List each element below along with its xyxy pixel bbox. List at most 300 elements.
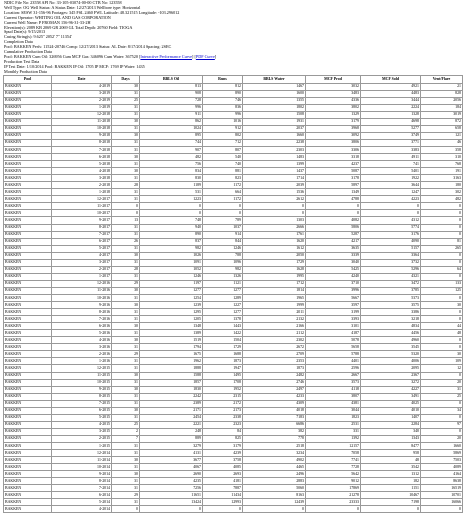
table-cell: 2132 xyxy=(243,316,306,323)
table-cell: 7-2016 xyxy=(52,316,112,323)
table-cell: 23333 xyxy=(306,499,361,506)
table-cell: 25 xyxy=(112,421,140,428)
table-cell: 4217 xyxy=(306,238,361,245)
table-cell: 64 xyxy=(421,266,463,273)
table-cell: 1947 xyxy=(203,365,243,372)
table-cell: 30 xyxy=(112,386,140,393)
table-cell: 0 xyxy=(140,203,203,210)
table-row xyxy=(4,485,463,492)
table-cell: 1422 xyxy=(203,330,243,337)
table-cell: 0 xyxy=(421,400,463,407)
table-cell: 0 xyxy=(421,252,463,259)
table-cell: 2518 xyxy=(243,442,306,449)
table-cell: BAKKEN xyxy=(4,97,52,104)
table-cell: 3163 xyxy=(421,175,463,182)
table-cell: BAKKEN xyxy=(4,252,52,259)
table-cell: 2050 xyxy=(243,252,306,259)
table-cell: 31 xyxy=(112,196,140,203)
table-row xyxy=(4,435,463,442)
table-cell: 8-2017 xyxy=(52,224,112,231)
table-cell: 382 xyxy=(243,428,306,435)
table-cell: 1254 xyxy=(140,295,203,302)
table-cell: 1096 xyxy=(203,259,243,266)
table-cell: 3318 xyxy=(306,154,361,161)
table-cell: 31 xyxy=(112,442,140,449)
table-cell: 10467 xyxy=(361,492,421,499)
table-cell: BAKKEN xyxy=(4,337,52,344)
table-cell: 3644 xyxy=(361,182,421,189)
table-cell: BAKKEN xyxy=(4,83,52,90)
table-cell: 11-2015 xyxy=(52,372,112,379)
table-cell: 310 xyxy=(421,154,463,161)
table-cell: 4788 xyxy=(306,196,361,203)
table-row xyxy=(4,90,463,97)
table-cell: 31 xyxy=(112,414,140,421)
table-cell: 1729 xyxy=(243,259,306,266)
table-cell: 531 xyxy=(140,189,203,196)
col-bbls-water: BBLS Water xyxy=(243,75,306,83)
table-cell: 2-2018 xyxy=(52,182,112,189)
table-cell: 180 xyxy=(421,182,463,189)
table-cell: 0 xyxy=(421,316,463,323)
table-cell: 996 xyxy=(203,111,243,118)
table-cell: 1392 xyxy=(306,435,361,442)
table-cell: 0 xyxy=(203,210,243,217)
table-cell: BAKKEN xyxy=(4,118,52,125)
table-cell: 5-2018 xyxy=(52,161,112,168)
table-cell: BAKKEN xyxy=(4,506,52,513)
table-cell: 823 xyxy=(203,175,243,182)
table-cell: 1688 xyxy=(203,351,243,358)
table-row xyxy=(4,372,463,379)
table-cell: 17869 xyxy=(306,485,361,492)
table-cell: 20 xyxy=(421,379,463,386)
file-line: NDIC File No: 23558 API No: 33-105-03074-00-00 CTB No: 123558 xyxy=(4,0,122,5)
table-cell: 3732 xyxy=(361,259,421,266)
table-cell: 25 xyxy=(421,393,463,400)
table-cell: 5277 xyxy=(361,125,421,132)
table-cell: 0 xyxy=(112,210,140,217)
table-cell: 482 xyxy=(421,196,463,203)
table-cell: 2-2017 xyxy=(52,266,112,273)
table-cell: 30 xyxy=(112,168,140,175)
table-cell: BAKKEN xyxy=(4,365,52,372)
table-cell: 1277 xyxy=(140,287,203,294)
table-cell: 2367 xyxy=(361,372,421,379)
table-row xyxy=(4,147,463,154)
table-row xyxy=(4,231,463,238)
table-cell: BAKKEN xyxy=(4,435,52,442)
table-cell: 3-2015 xyxy=(52,428,112,435)
table-cell: 2482 xyxy=(243,372,306,379)
table-cell: 31 xyxy=(112,259,140,266)
table-cell: 4-2017 xyxy=(52,252,112,259)
table-cell: 802 xyxy=(203,132,243,139)
table-cell: 1399 xyxy=(243,161,306,168)
table-cell: 3279 xyxy=(140,442,203,449)
table-cell: 8-2016 xyxy=(52,309,112,316)
table-cell: BAKKEN xyxy=(4,104,52,111)
table-cell: 191 xyxy=(421,168,463,175)
table-cell: 895 xyxy=(140,132,203,139)
table-cell: 2612 xyxy=(243,196,306,203)
table-cell: BAKKEN xyxy=(4,196,52,203)
table-cell: 4-2016 xyxy=(52,337,112,344)
table-cell: 4483 xyxy=(361,90,421,97)
table-cell: 6-2016 xyxy=(52,323,112,330)
table-cell: 11434 xyxy=(203,492,243,499)
table-cell: 26 xyxy=(112,238,140,245)
table-cell: 121 xyxy=(421,132,463,139)
table-row xyxy=(4,323,463,330)
table-cell: 10-2017 xyxy=(52,210,112,217)
table-cell: 3771 xyxy=(361,139,421,146)
table-row xyxy=(4,168,463,175)
table-cell: 11-2018 xyxy=(52,118,112,125)
table-cell: 1-2018 xyxy=(52,189,112,196)
table-cell: 7-2015 xyxy=(52,400,112,407)
table-cell: 0 xyxy=(306,210,361,217)
table-cell: 31 xyxy=(112,365,140,372)
table-cell: 30 xyxy=(421,351,463,358)
table-cell: BAKKEN xyxy=(4,111,52,118)
table-cell: 1962 xyxy=(140,358,203,365)
table-cell: BAKKEN xyxy=(4,407,52,414)
table-cell: 1205 xyxy=(140,316,203,323)
table-cell: 12 xyxy=(421,365,463,372)
table-cell: BAKKEN xyxy=(4,414,52,421)
table-cell: BAKKEN xyxy=(4,457,52,464)
table-cell: BAKKEN xyxy=(4,90,52,97)
table-cell: BAKKEN xyxy=(4,351,52,358)
table-cell: 5658 xyxy=(306,344,361,351)
table-cell: 3179 xyxy=(203,442,243,449)
table-cell: 31 xyxy=(112,125,140,132)
table-cell: 5788 xyxy=(306,351,361,358)
table-cell: 9-2016 xyxy=(52,302,112,309)
table-cell: 4-2018 xyxy=(52,168,112,175)
table-cell: 1761 xyxy=(243,231,306,238)
operator-line: Current Operator: WHITING OIL AND GAS CORPORATION xyxy=(4,14,111,20)
table-cell: 4082 xyxy=(306,217,361,224)
table-cell: 30 xyxy=(112,337,140,344)
table-cell: 664 xyxy=(203,189,243,196)
table-cell: 6-2014 xyxy=(52,492,112,499)
table-cell: 31 xyxy=(112,90,140,97)
table-cell: 0 xyxy=(361,506,421,513)
pdf-curve-link[interactable]: PDF Curve xyxy=(195,53,215,59)
table-cell: 3383 xyxy=(361,147,421,154)
table-row xyxy=(4,273,463,280)
table-cell: BAKKEN xyxy=(4,309,52,316)
table-cell: 0 xyxy=(421,372,463,379)
table-cell: 3785 xyxy=(361,287,421,294)
table-cell: 44 xyxy=(421,323,463,330)
production-table xyxy=(3,75,463,513)
table-cell: 4312 xyxy=(361,217,421,224)
table-cell: 7-2014 xyxy=(52,485,112,492)
table-cell: 3178 xyxy=(306,175,361,182)
table-cell: 862 xyxy=(140,118,203,125)
table-cell: 5774 xyxy=(361,224,421,231)
table-cell: 0 xyxy=(421,273,463,280)
table-cell: 0 xyxy=(421,414,463,421)
table-cell: 1495 xyxy=(203,372,243,379)
table-cell: 1329 xyxy=(306,111,361,118)
table-cell: 3-2019 xyxy=(52,90,112,97)
table-cell: 0 xyxy=(421,337,463,344)
table-row xyxy=(4,104,463,111)
table-cell: 3483 xyxy=(306,90,361,97)
table-cell: 3542 xyxy=(361,464,421,471)
table-row xyxy=(4,344,463,351)
table-cell: BAKKEN xyxy=(4,450,52,457)
table-cell: 2-2016 xyxy=(52,351,112,358)
completion-heading: Completion Data xyxy=(4,39,33,45)
table-cell: 97 xyxy=(421,421,463,428)
table-row xyxy=(4,450,463,457)
table-cell: 2037 xyxy=(243,125,306,132)
table-cell: 7183 xyxy=(243,414,306,421)
table-cell: 48 xyxy=(361,457,421,464)
table-row xyxy=(4,499,463,506)
table-cell: BAKKEN xyxy=(4,492,52,499)
table-cell: 1708 xyxy=(203,379,243,386)
table-cell: 911 xyxy=(140,111,203,118)
table-cell: 1389 xyxy=(140,330,203,337)
table-row xyxy=(4,421,463,428)
table-cell: 1965 xyxy=(243,295,306,302)
table-row xyxy=(4,379,463,386)
table-cell: 2672 xyxy=(243,344,306,351)
table-cell: 3176 xyxy=(361,231,421,238)
table-cell: 34 xyxy=(421,407,463,414)
table-row xyxy=(4,492,463,499)
table-cell: 0 xyxy=(306,203,361,210)
table-cell: 31 xyxy=(112,344,140,351)
table-cell: 836 xyxy=(203,104,243,111)
table-cell: 3306 xyxy=(306,147,361,154)
completion-line: Pool: BAKKEN Perfs: 11524-20746 Comp: 12/27/2013 Status: AL Date: 8/17/2014 Spacing: 2SEC xyxy=(4,44,172,50)
table-cell: 7887 xyxy=(203,485,243,492)
cumulative-text: Pool: BAKKEN Cum Oil: 326956 Cum MCF Gas: 346096 Cum Water: 367520 xyxy=(4,53,139,59)
table-cell: 2531 xyxy=(306,421,361,428)
table-cell: 4237 xyxy=(306,161,361,168)
table-cell: 0 xyxy=(421,203,463,210)
table-cell: 16066 xyxy=(421,499,463,506)
table-cell: 1303 xyxy=(243,217,306,224)
table-cell: 7256 xyxy=(140,485,203,492)
table-cell: 1407 xyxy=(361,414,421,421)
table-cell: 0 xyxy=(203,506,243,513)
table-cell: 3802 xyxy=(306,104,361,111)
table-cell: 30 xyxy=(112,372,140,379)
table-row xyxy=(4,400,463,407)
table-cell: 0 xyxy=(203,203,243,210)
table-cell: 0 xyxy=(421,295,463,302)
table-cell: 4911 xyxy=(361,154,421,161)
table-cell: 25 xyxy=(112,97,140,104)
table-cell: 3364 xyxy=(361,252,421,259)
table-cell: 1151 xyxy=(361,485,421,492)
table-cell: 1016 xyxy=(203,118,243,125)
table-cell: 3218 xyxy=(361,316,421,323)
table-cell: 9-2015 xyxy=(52,386,112,393)
table-cell: 3-2016 xyxy=(52,344,112,351)
table-cell: 3044 xyxy=(306,407,361,414)
table-cell: 3393 xyxy=(306,316,361,323)
table-cell: 358 xyxy=(421,147,463,154)
table-cell: 133 xyxy=(421,280,463,287)
table-cell: 2353 xyxy=(243,358,306,365)
table-cell: 7058 xyxy=(306,450,361,457)
table-cell: 4921 xyxy=(361,83,421,90)
table-cell: BAKKEN xyxy=(4,182,52,189)
table-cell: 0 xyxy=(421,217,463,224)
table-cell: 3545 xyxy=(361,344,421,351)
table-cell: BAKKEN xyxy=(4,189,52,196)
table-cell: 4233 xyxy=(243,393,306,400)
table-cell: 912 xyxy=(203,125,243,132)
table-cell: 3758 xyxy=(203,457,243,464)
table-cell: BAKKEN xyxy=(4,316,52,323)
table-row xyxy=(4,118,463,125)
table-cell: BAKKEN xyxy=(4,231,52,238)
table-cell: 0 xyxy=(421,344,463,351)
table-cell: 0 xyxy=(421,224,463,231)
table-cell: BAKKEN xyxy=(4,224,52,231)
table-cell: 12-2014 xyxy=(52,450,112,457)
table-cell: 12993 xyxy=(203,499,243,506)
table-row xyxy=(4,196,463,203)
table-row xyxy=(4,506,463,513)
table-cell: 5-2016 xyxy=(52,330,112,337)
table-cell: BAKKEN xyxy=(4,393,52,400)
table-cell: 0 xyxy=(243,203,306,210)
table-cell: 658 xyxy=(421,125,463,132)
table-cell: 2596 xyxy=(306,365,361,372)
table-cell: 3573 xyxy=(306,379,361,386)
table-cell: BAKKEN xyxy=(4,161,52,168)
table-cell: 29 xyxy=(112,492,140,499)
table-cell: 3444 xyxy=(361,97,421,104)
table-cell: 889 xyxy=(140,435,203,442)
table-cell: 1024 xyxy=(140,125,203,132)
table-cell: 1172 xyxy=(203,182,243,189)
table-cell: 11651 xyxy=(140,492,203,499)
table-cell: 4-2015 xyxy=(52,421,112,428)
table-cell: 982 xyxy=(203,266,243,273)
table-cell: 1483 xyxy=(243,154,306,161)
table-cell: 830 xyxy=(140,175,203,182)
table-cell: 1504 xyxy=(203,337,243,344)
table-cell: 2-2015 xyxy=(52,435,112,442)
table-cell: 4336 xyxy=(306,97,361,104)
table-row xyxy=(4,217,463,224)
table-cell: 30 xyxy=(112,407,140,414)
table-cell: 2690 xyxy=(140,471,203,478)
col-mcf-sold: MCF Sold xyxy=(361,75,421,83)
table-row xyxy=(4,295,463,302)
table-cell: 48 xyxy=(421,330,463,337)
table-cell: 4227 xyxy=(361,386,421,393)
table-cell: 982 xyxy=(140,245,203,252)
table-cell: 1729 xyxy=(203,344,243,351)
table-cell: 30 xyxy=(112,323,140,330)
table-cell: 0 xyxy=(361,203,421,210)
table-cell: 6-2018 xyxy=(52,154,112,161)
table-cell: 1277 xyxy=(203,309,243,316)
table-cell: 5078 xyxy=(306,337,361,344)
table-row xyxy=(4,316,463,323)
table-cell: 4381 xyxy=(306,400,361,407)
table-cell: 7503 xyxy=(421,457,463,464)
table-cell: 29 xyxy=(112,280,140,287)
table-cell: 788 xyxy=(203,252,243,259)
well-type-line: Well Type: OG Well Status: A Status Date: 12/27/2013 Wellbore type: Horizontal xyxy=(4,4,141,10)
table-cell: 890 xyxy=(140,231,203,238)
table-row xyxy=(4,111,463,118)
table-cell: 482 xyxy=(140,154,203,161)
table-cell: 125 xyxy=(421,287,463,294)
table-cell: 10-2015 xyxy=(52,379,112,386)
interactive-curve-link[interactable]: Interactive Performance Curve xyxy=(140,53,193,59)
table-cell: 3386 xyxy=(361,309,421,316)
table-cell: 1223 xyxy=(140,196,203,203)
table-cell: 1121 xyxy=(203,280,243,287)
table-cell: 31 xyxy=(112,161,140,168)
table-cell: BAKKEN xyxy=(4,295,52,302)
table-cell: 2667 xyxy=(306,372,361,379)
table-cell: 1197 xyxy=(140,280,203,287)
table-cell: 1246 xyxy=(140,273,203,280)
table-cell: 1857 xyxy=(140,379,203,386)
table-row xyxy=(4,471,463,478)
table-cell: 1467 xyxy=(243,83,306,90)
table-cell: 30 xyxy=(112,287,140,294)
table-row xyxy=(4,224,463,231)
table-cell: 8-2015 xyxy=(52,393,112,400)
table-cell: 825 xyxy=(203,435,243,442)
table-cell: 2693 xyxy=(203,471,243,478)
table-cell: 12439 xyxy=(243,499,306,506)
table-cell: 813 xyxy=(140,83,203,90)
table-cell: 10-2018 xyxy=(52,125,112,132)
table-cell: 1289 xyxy=(203,295,243,302)
table-cell: 2303 xyxy=(243,147,306,154)
table-cell: 2172 xyxy=(203,400,243,407)
table-cell: 789 xyxy=(203,217,243,224)
table-cell: 1620 xyxy=(243,238,306,245)
table-cell: 31 xyxy=(112,478,140,485)
table-cell: 31 xyxy=(112,309,140,316)
table-cell: 5087 xyxy=(306,168,361,175)
table-cell: 4456 xyxy=(361,330,421,337)
table-cell: 3710 xyxy=(306,280,361,287)
table-row xyxy=(4,203,463,210)
table-cell: 1612 xyxy=(243,245,306,252)
table-cell: 4118 xyxy=(306,386,361,393)
table-row xyxy=(4,259,463,266)
table-cell: BAKKEN xyxy=(4,442,52,449)
table-cell: 3101 xyxy=(306,323,361,330)
table-cell: 3807 xyxy=(306,393,361,400)
table-cell: 2454 xyxy=(140,414,203,421)
table-cell: 9012 xyxy=(306,478,361,485)
table-cell: 4089 xyxy=(421,464,463,471)
table-cell: 2315 xyxy=(203,393,243,400)
table-cell: 1246 xyxy=(203,245,243,252)
